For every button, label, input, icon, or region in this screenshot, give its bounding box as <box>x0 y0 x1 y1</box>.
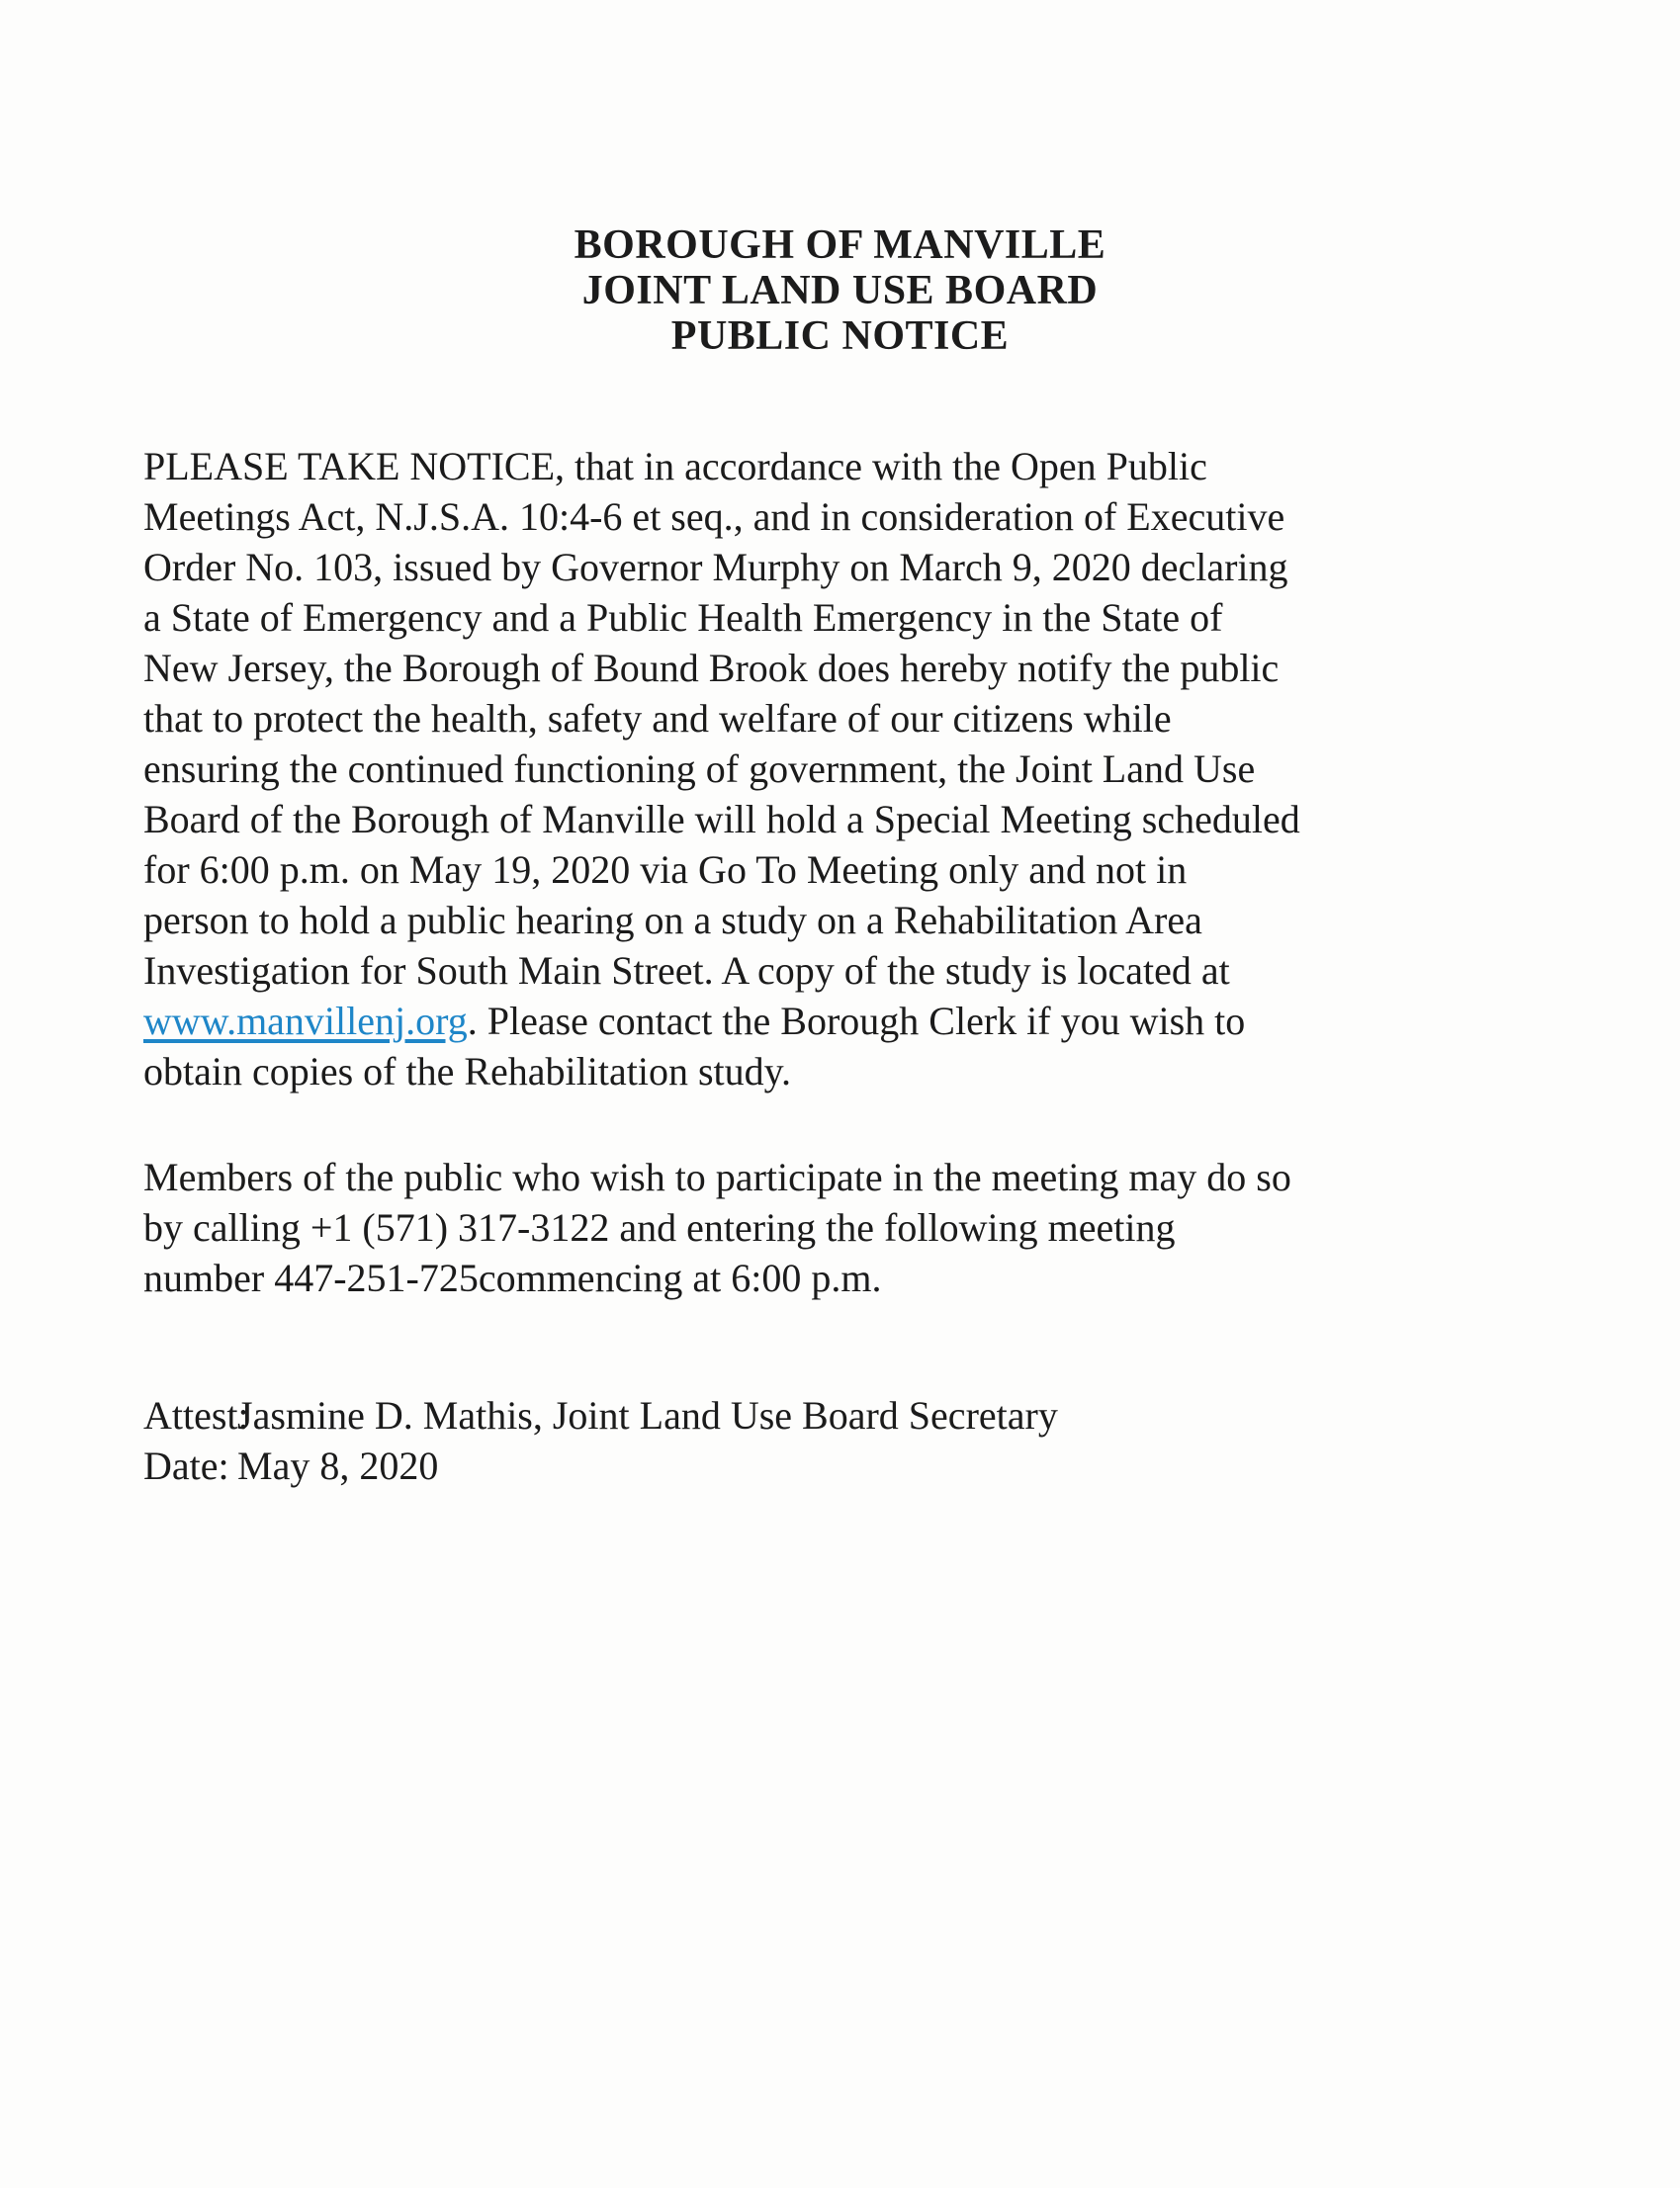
paragraph-line: PLEASE TAKE NOTICE, that in accordance with the Open Public <box>143 444 1207 488</box>
paragraph-line: a State of Emergency and a Public Health Emergency in the State of <box>143 595 1223 640</box>
paragraph-line: Board of the Borough of Manville will hold a Special Meeting scheduled <box>143 797 1300 841</box>
title-line-borough: BOROUGH OF MANVILLE <box>574 222 1106 268</box>
paragraph-line: obtain copies of the Rehabilitation study. <box>143 1049 792 1094</box>
attest-secretary-name: Jasmine D. Mathis, Joint Land Use Board Secretary <box>237 1393 1058 1438</box>
title-line-board: JOINT LAND USE BOARD <box>581 268 1099 313</box>
attest-row <box>143 1390 1547 1441</box>
attest-label: Attest: <box>143 1393 249 1438</box>
date-value: May 8, 2020 <box>237 1444 439 1488</box>
paragraph-line: Meetings Act, N.J.S.A. 10:4-6 et seq., and in consideration of Executive <box>143 494 1285 539</box>
paragraph-line: ensuring the continued functioning of government, the Joint Land Use <box>143 746 1256 791</box>
manville-website-link[interactable]: www.manvillenj.org <box>143 999 468 1043</box>
notice-title <box>0 222 1680 359</box>
attest-block <box>143 1390 1547 1491</box>
paragraph-line: Investigation for South Main Street. A copy of the study is located at <box>143 948 1230 993</box>
notice-paragraph-2 <box>143 1152 1547 1303</box>
title-line-public-notice: PUBLIC NOTICE <box>670 313 1010 359</box>
paragraph-line: Members of the public who wish to participate in the meeting may do so <box>143 1155 1291 1199</box>
paragraph-line: Order No. 103, issued by Governor Murphy on March 9, 2020 declaring <box>143 545 1288 589</box>
date-row <box>143 1441 1547 1491</box>
notice-paragraph-1 <box>143 441 1547 1096</box>
paragraph-line: for 6:00 p.m. on May 19, 2020 via Go To Meeting only and not in <box>143 847 1188 892</box>
paragraph-line: person to hold a public hearing on a study on a Rehabilitation Area <box>143 898 1202 942</box>
date-label: Date: <box>143 1444 229 1488</box>
after-link-text: . Please contact the Borough Clerk if you wish to <box>467 999 1246 1043</box>
paragraph-line: by calling +1 (571) 317-3122 and entering the following meeting <box>143 1205 1176 1250</box>
paragraph-line: that to protect the health, safety and welfare of our citizens while <box>143 696 1172 741</box>
paragraph-line-with-link <box>143 996 1547 1046</box>
paragraph-line: New Jersey, the Borough of Bound Brook does hereby notify the public <box>143 646 1280 690</box>
paragraph-line: number 447-251-725commencing at 6:00 p.m. <box>143 1256 882 1300</box>
